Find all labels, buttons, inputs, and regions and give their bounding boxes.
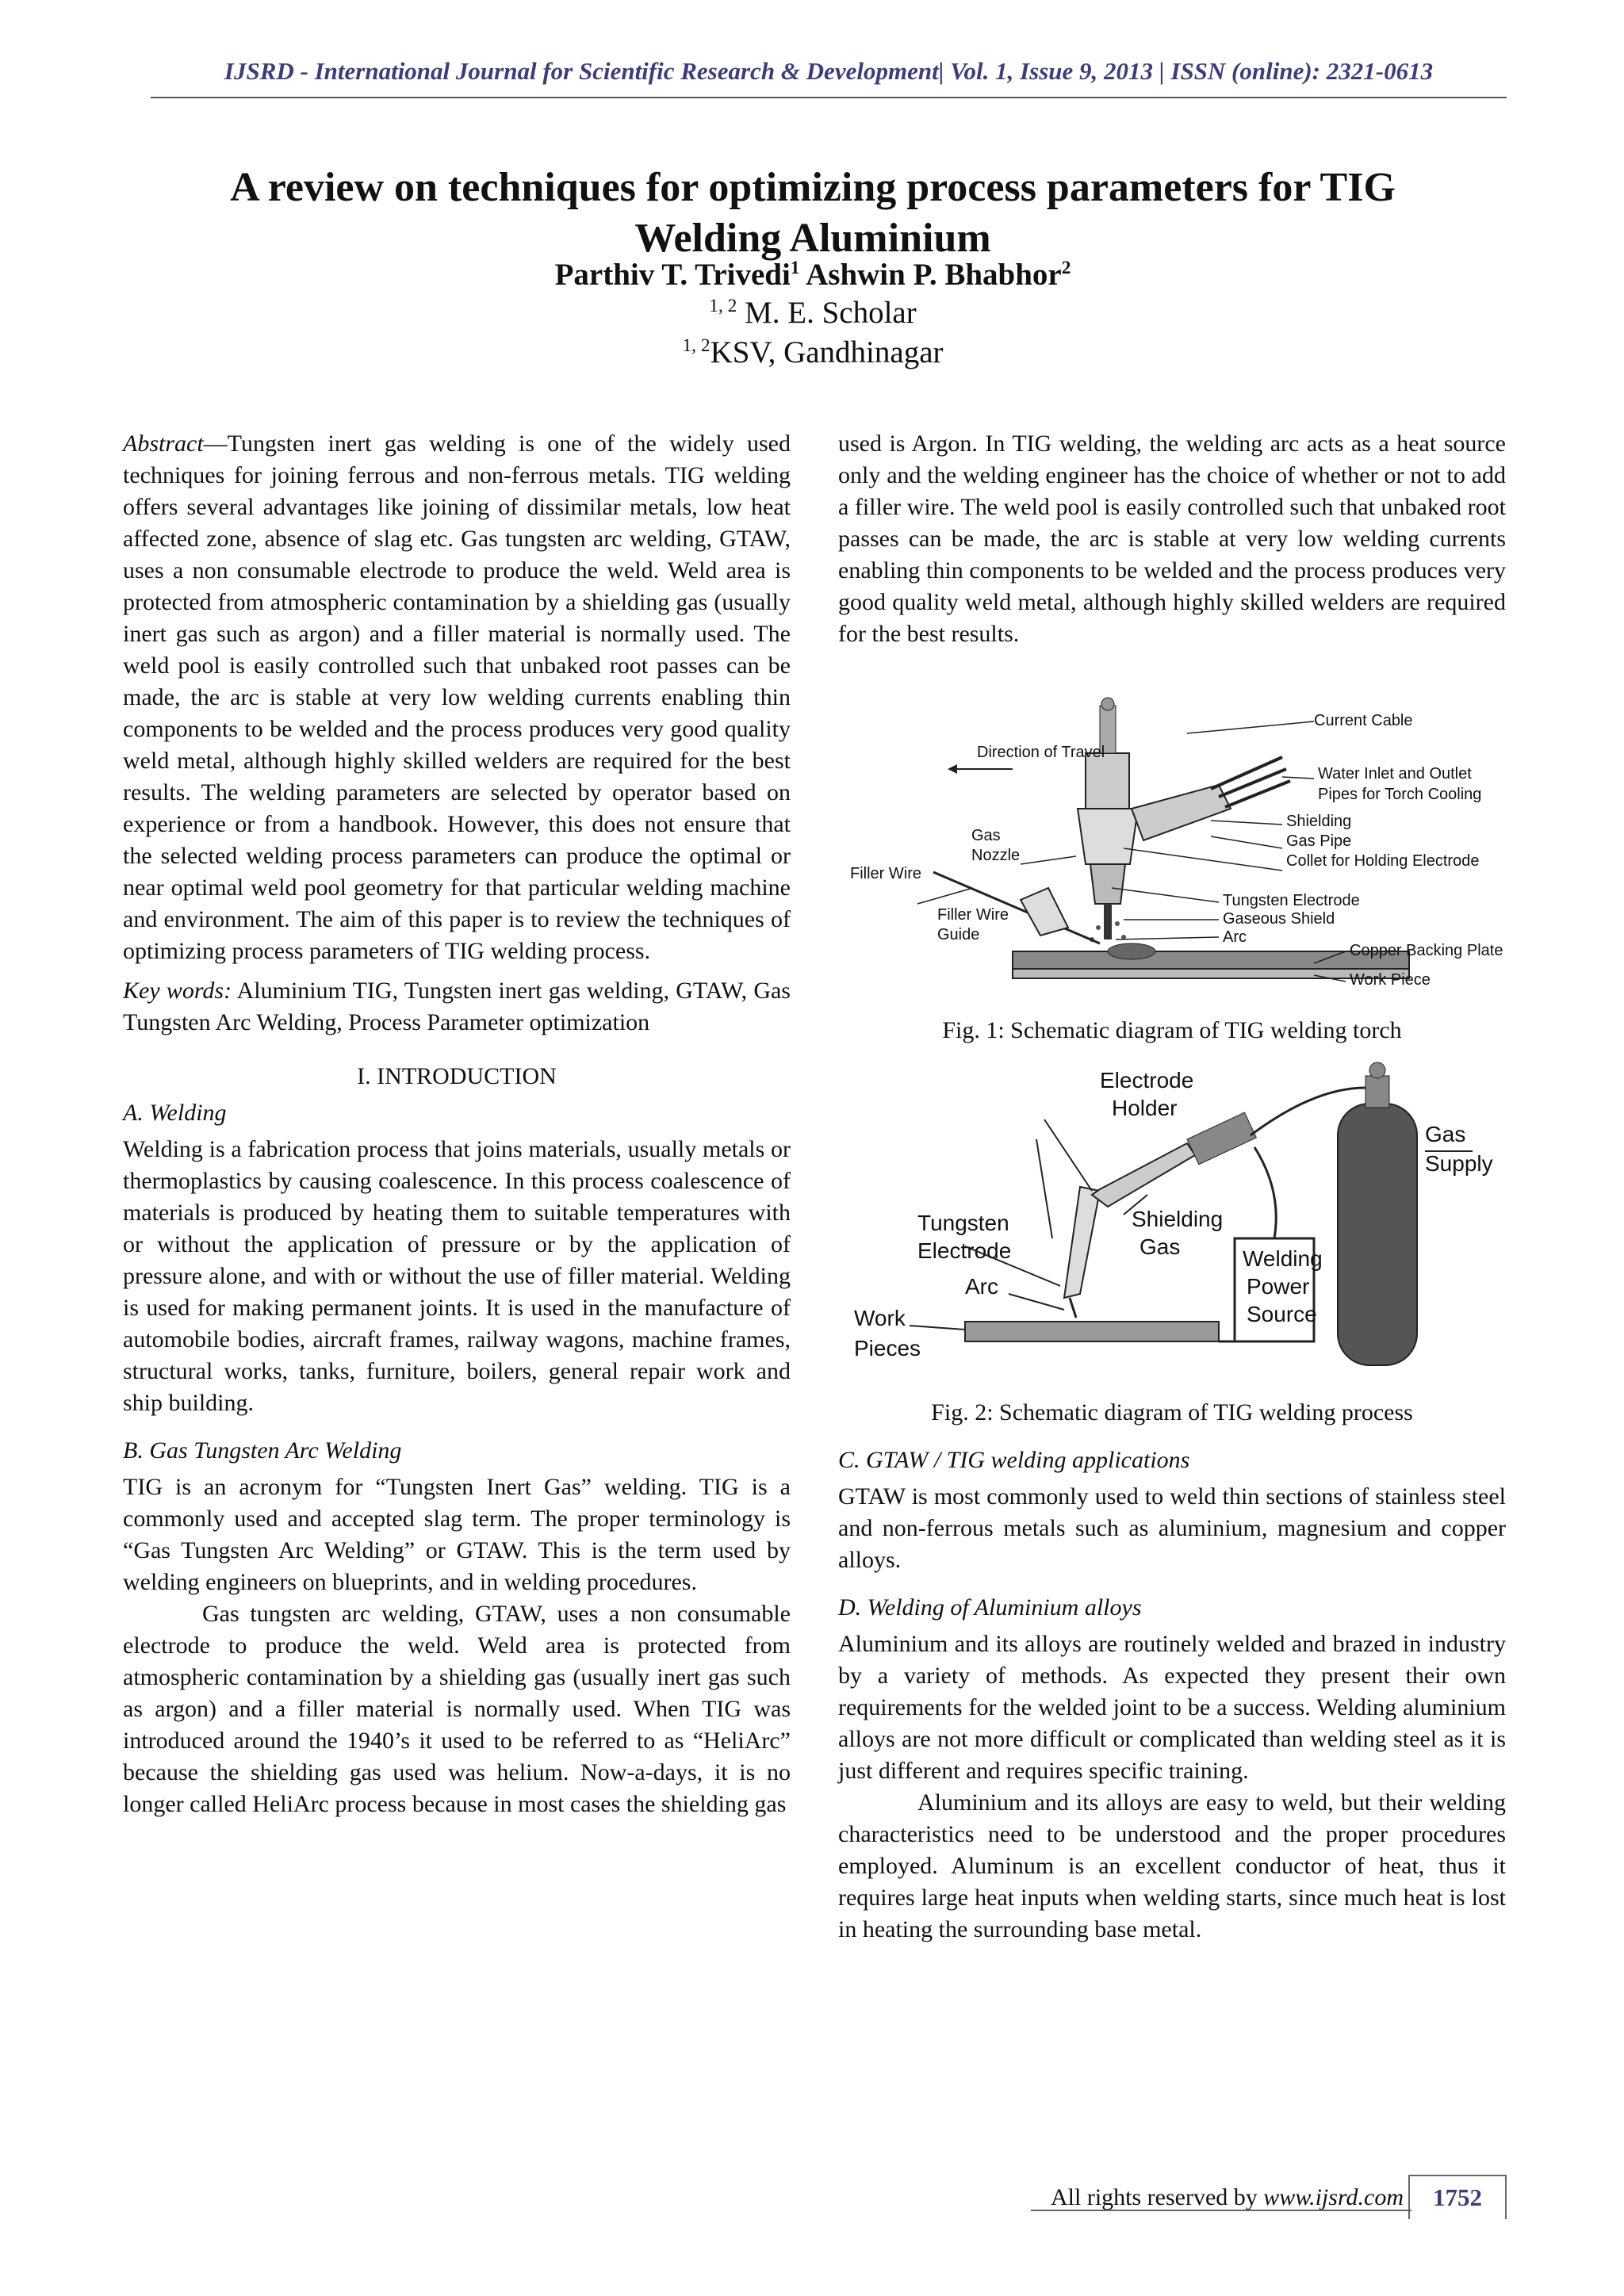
fig1-label-water-1: Water Inlet and Outlet (1318, 765, 1472, 783)
applications-paragraph: GTAW is most commonly used to weld thin sections of stainless steel and non-ferrous metals such as aluminium, magnesium and copper alloys. (838, 1483, 1506, 1573)
fig2-label-shielding-2: Gas (1139, 1234, 1181, 1259)
fig1-label-gas-pipe: Gas Pipe (1286, 832, 1352, 850)
author-2-sup: 2 (1061, 258, 1071, 278)
fig2-label-shielding-1: Shielding (1132, 1207, 1224, 1231)
fig2-label-tungsten-2: Electrode (917, 1238, 1012, 1263)
fig1-label-filler-guide-1: Filler Wire (937, 906, 1009, 924)
fig2-label-welding-2: Power (1247, 1274, 1310, 1299)
tig-process-diagram (838, 1056, 1506, 1389)
author-2: Ashwin P. Bhabhor (806, 258, 1062, 292)
fig2-label-work-1: Work (854, 1306, 906, 1330)
role-text: M. E. Scholar (745, 296, 917, 330)
fig2-label-arc: Arc (965, 1274, 998, 1299)
footer-rule (1031, 2210, 1411, 2211)
journal-header: IJSRD - International Journal for Scientific Research & Development| Vol. 1, Issue 9, 2013 | ISSN (online): 2321-0613 (224, 57, 1434, 85)
abstract-label: Abstract (123, 430, 204, 457)
institution-text: KSV, Gandhinagar (710, 335, 944, 369)
fig1-label-arc: Arc (1223, 928, 1247, 946)
author-1-sup: 1 (790, 258, 800, 278)
fig1-label-work-piece: Work Piece (1350, 971, 1431, 989)
section-heading-introduction: I. INTRODUCTION (357, 1063, 557, 1089)
footer-rights (1051, 2184, 1404, 2211)
welding-paragraph: Welding is a fabrication process that joins materials, usually metals or thermoplastics by causing coalescence. In this process coalescence of materials is produced by heating them to suitable temperatures with or without the application of pressure or by the application of pressure alone, and with or without the use of filler material. Welding is used for making permanent joints. It is used in the manufacture of automobile bodies, aircraft frames, railway wagons, machine frames, structural works, tanks, furniture, boilers, general repair work and ship building. (123, 1136, 791, 1416)
fig1-label-current-cable: Current Cable (1314, 712, 1413, 729)
fig1-label-nozzle: Nozzle (971, 847, 1021, 864)
footer-rights-text: All rights reserved by (1051, 2184, 1264, 2210)
page-number: 1752 (1408, 2175, 1507, 2219)
footer-site-link[interactable]: www.ijsrd.com (1263, 2184, 1404, 2210)
fig2-label-electrode-2: Holder (1112, 1096, 1178, 1120)
fig2-label-welding-1: Welding (1243, 1246, 1323, 1271)
fig2-label-work-2: Pieces (854, 1336, 921, 1360)
fig1-label-gas: Gas (971, 827, 1001, 844)
aluminium-paragraph-2: Aluminium and its alloys are easy to weld, but their welding characteristics need to be understood and the proper procedures employed. Aluminum is an excellent conductor of heat, thus it requires large heat inputs when welding starts, since much heat is lost in heating the surrounding base metal. (838, 1789, 1506, 1942)
fig2-label-gas-supply-2: Supply (1425, 1151, 1493, 1176)
author-line (127, 257, 1499, 293)
gtaw-paragraph-2: Gas tungsten arc welding, GTAW, uses a non consumable electrode to produce the weld. Weld area is protected from atmospheric contamination by a shielding gas (usually inert gas such as argon) and a filler material is normally used. When TIG was introduced around the 1940’s it used to be referred to as “HeliArc” because the shielding gas used was helium. Now-a-days, it is no longer called HeliArc process because in most cases the shielding gas (123, 1601, 791, 1817)
paper-title (127, 163, 1499, 264)
fig2-label-tungsten-1: Tungsten (917, 1211, 1009, 1235)
fig1-label-collet: Collet for Holding Electrode (1286, 852, 1480, 870)
fig1-label-shielding: Shielding (1286, 813, 1352, 830)
fig1-label-water-2: Pipes for Torch Cooling (1318, 786, 1482, 803)
role-sup: 1, 2 (709, 296, 737, 316)
gtaw-continued-paragraph: used is Argon. In TIG welding, the welding arc acts as a heat source only and the welding engineer has the choice of whether or not to add a filler wire. The weld pool is easily controlled such that unbaked root passes can be made, the arc is stable at very low welding currents enabling thin components to be welded and the process produces very good quality weld metal, although highly skilled welders are required for the best results. (838, 430, 1506, 647)
inst-sup: 1, 2 (682, 335, 710, 356)
author-1: Parthiv T. Trivedi (554, 258, 791, 292)
fig1-label-direction: Direction of Travel (977, 744, 1105, 761)
left-column (123, 428, 791, 1820)
fig1-label-copper: Copper Backing Plate (1350, 942, 1503, 959)
title-line-2: Welding Aluminium (634, 216, 991, 261)
fig1-label-tungsten-electrode: Tungsten Electrode (1223, 892, 1360, 909)
fig2-label-electrode-1: Electrode (1100, 1068, 1194, 1093)
author-institution (127, 335, 1499, 370)
figure-1 (838, 690, 1506, 1047)
fig2-label-gas-supply-1: Gas (1425, 1122, 1466, 1146)
subsection-heading-aluminium: D. Welding of Aluminium alloys (838, 1594, 1142, 1621)
gtaw-paragraph-1: TIG is an acronym for “Tungsten Inert Gas” welding. TIG is a commonly used and accepted slag term. The proper terminology is “Gas Tungsten Arc Welding” or GTAW. This is the term used by welding engineers on blueprints, and in welding procedures. (123, 1474, 791, 1595)
figure-2-caption: Fig. 2: Schematic diagram of TIG welding process (931, 1399, 1413, 1425)
author-role (127, 295, 1499, 331)
right-column (838, 428, 1506, 1946)
keywords-label: Key words: (123, 978, 232, 1004)
figure-2 (838, 1056, 1506, 1429)
figure-1-caption: Fig. 1: Schematic diagram of TIG welding torch (942, 1017, 1402, 1043)
header-rule (151, 97, 1507, 98)
keywords (123, 975, 791, 1039)
keywords-text: Aluminium TIG, Tungsten inert gas welding, GTAW, Gas Tungsten Arc Welding, Process Parameter optimization (123, 978, 791, 1035)
fig2-label-welding-3: Source (1247, 1302, 1317, 1326)
subsection-heading-gtaw: B. Gas Tungsten Arc Welding (123, 1437, 402, 1464)
aluminium-paragraph-1: Aluminium and its alloys are routinely welded and brazed in industry by a variety of methods. As expected they present their own requirements for the welded joint to be a success. Welding aluminium alloys are not more difficult or complicated than welding steel as it is just different and requires specific training. (838, 1631, 1506, 1784)
abstract (123, 428, 791, 967)
abstract-text: —Tungsten inert gas welding is one of the widely used techniques for joining ferrous and non-ferrous metals. TIG welding offers several advantages like joining of dissimilar metals, low heat affected zone, absence of slag etc. Gas tungsten arc welding, GTAW, uses a non consumable electrode to produce the weld. Weld area is protected from atmospheric contamination by a shielding gas (usually inert gas such as argon) and a filler material is normally used. The weld pool is easily controlled such that unbaked root passes can be made, the arc is stable at very low welding currents enabling thin components to be welded and the process produces very good quality weld metal, although highly skilled welders are required for the best results. The welding parameters are selected by operator based on experience or from a handbook. However, this does not ensure that the selected welding process parameters can produce the optimal or near optimal weld pool geometry for that particular welding machine and environment. The aim of this paper is to review the techniques of optimizing process parameters of TIG welding process. (123, 430, 791, 964)
title-line-1: A review on techniques for optimizing process parameters for TIG (230, 165, 1396, 210)
subsection-heading-applications: C. GTAW / TIG welding applications (838, 1447, 1190, 1473)
tig-torch-diagram (838, 690, 1506, 1007)
fig1-label-gaseous-shield: Gaseous Shield (1223, 910, 1335, 928)
fig1-label-filler-wire: Filler Wire (850, 865, 921, 882)
fig1-label-filler-guide-2: Guide (937, 926, 980, 943)
subsection-heading-welding: A. Welding (123, 1100, 227, 1126)
